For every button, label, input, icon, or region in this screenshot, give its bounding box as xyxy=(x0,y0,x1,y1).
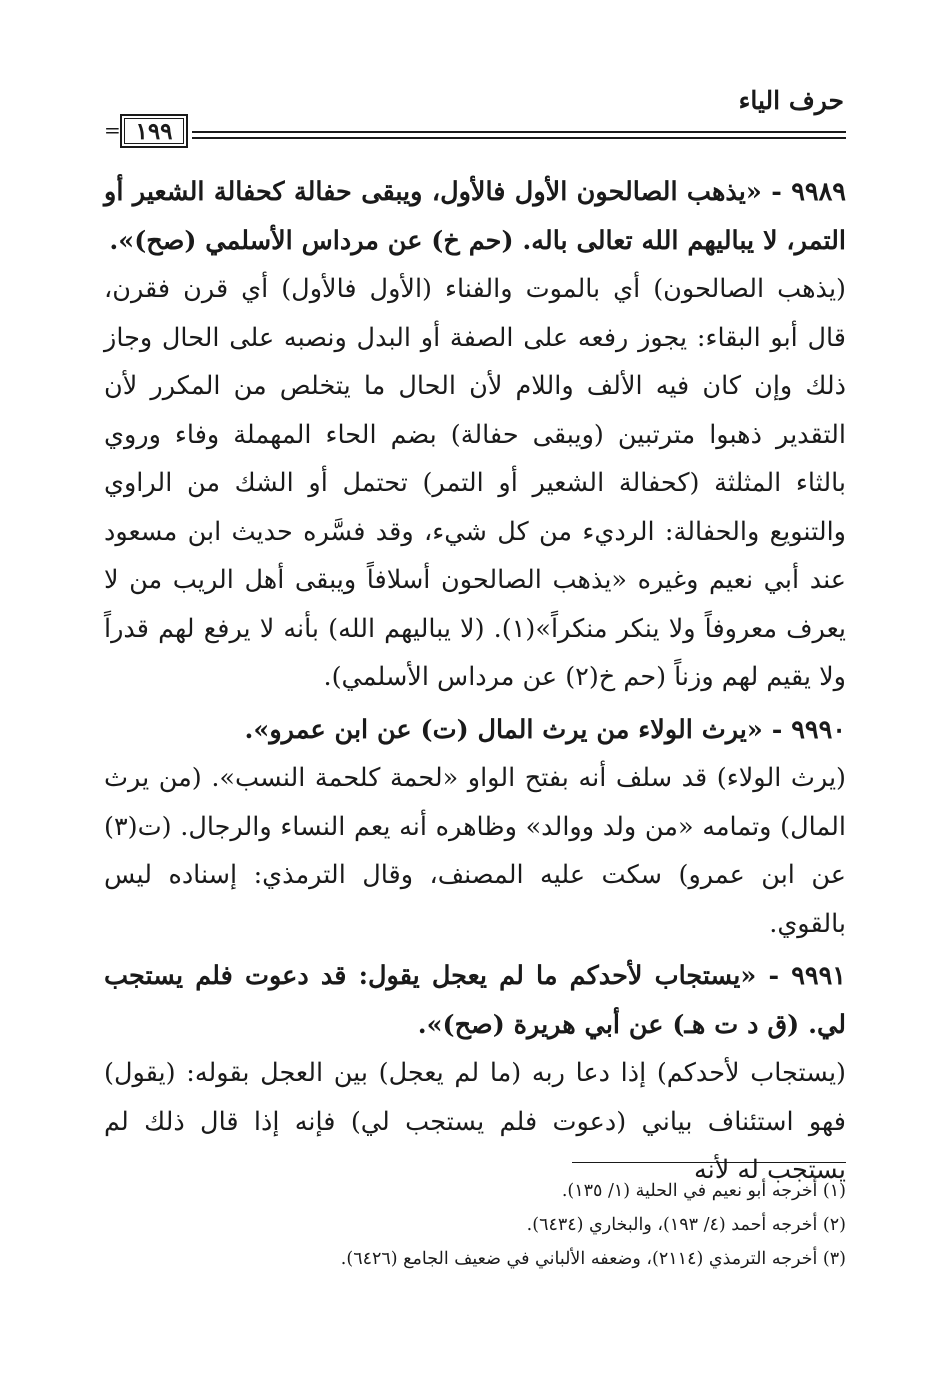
running-title: حرف الياء xyxy=(738,86,844,115)
hadith-entry xyxy=(104,952,846,1049)
hadith-number: ٩٩٩٠ xyxy=(791,714,846,745)
footnotes xyxy=(104,1174,846,1276)
footnote: (١) أخرجه أبو نعيم في الحلية (١/ ١٣٥). xyxy=(561,1181,846,1201)
main-text xyxy=(104,168,846,1195)
hadith-entry xyxy=(104,706,846,755)
hadith-entry xyxy=(104,168,846,265)
commentary-paragraph: (يرث الولاء) قد سلف أنه بفتح الواو «لحمة كلحمة النسب». (من يرث المال) وتمامه «من ولد ووالد» وظاهره أنه يعم النساء والرجال. (ت(٣) عن ابن عمرو) سكت عليه المصنف، وقال الترمذي: إسناده ليس بالقوي. xyxy=(104,763,846,939)
hadith-number: ٩٩٩١ xyxy=(791,961,846,991)
double-rule xyxy=(192,131,846,139)
footnote-rule xyxy=(572,1162,846,1163)
commentary-paragraph: (يذهب الصالحون) أي بالموت والفناء (الأول فالأول) أي قرن فقرن، قال أبو البقاء: يجوز رفعه على الصفة أو البدل ونصبه على الحال وجاز ذلك وإن كان فيه الألف واللام لأن الحال ما يتخلص من المكرر لأن التقدير ذهبوا مترتبين (ويبقى حفالة) بضم الحاء المهملة وفاء وروي بالثاء المثلثة (كحفالة الشعير أو التمر) تحتمل أو الشك من الراوي والتنويع والحفالة: الرديء من كل شيء، وقد فسَّره حديث ابن مسعود عند أبي نعيم وغيره «يذهب الصالحون أسلافاً ويبقى أهل الريب من لا يعرف معروفاً ولا ينكر منكراً»(١). (لا يباليهم الله) بأنه لا يرفع لهم قدراً ولا يقيم لهم وزناً (حم خ(٢) عن مرداس الأسلمي). xyxy=(104,274,846,692)
header-rule xyxy=(104,108,846,152)
hadith-number: ٩٩٨٩ xyxy=(791,177,846,207)
footnote: (٢) أخرجه أحمد (٤/ ١٩٣)، والبخاري (٦٤٣٤). xyxy=(526,1215,846,1235)
rule-end-mark: = xyxy=(104,118,121,142)
commentary-paragraph: (يستجاب لأحدكم) إذا دعا ربه (ما لم يعجل) بين العجل بقوله: (يقول) فهو استئناف بياني (دعوت فلم يستجب لي) فإنه إذا قال ذلك لم يستجب له لأنه xyxy=(104,1058,846,1185)
hadith-text: - «يذهب الصالحون الأول فالأول، ويبقى حفالة كحفالة الشعير أو التمر، لا يباليهم الله تعالى باله. (حم خ) عن مرداس الأسلمي (صح)». xyxy=(104,177,846,256)
page-number: ١٩٩ xyxy=(135,117,173,145)
hadith-text: - «يرث الولاء من يرث المال (ت) عن ابن عمرو». xyxy=(244,714,783,745)
footnote: (٣) أخرجه الترمذي (٢١١٤)، وضعفه الألباني في ضعيف الجامع (٦٤٢٦). xyxy=(340,1249,846,1269)
page-number-box xyxy=(120,114,188,148)
hadith-text: - «يستجاب لأحدكم ما لم يعجل يقول: قد دعوت فلم يستجب لي. (ق د ت هـ) عن أبي هريرة (صح)». xyxy=(104,961,846,1040)
